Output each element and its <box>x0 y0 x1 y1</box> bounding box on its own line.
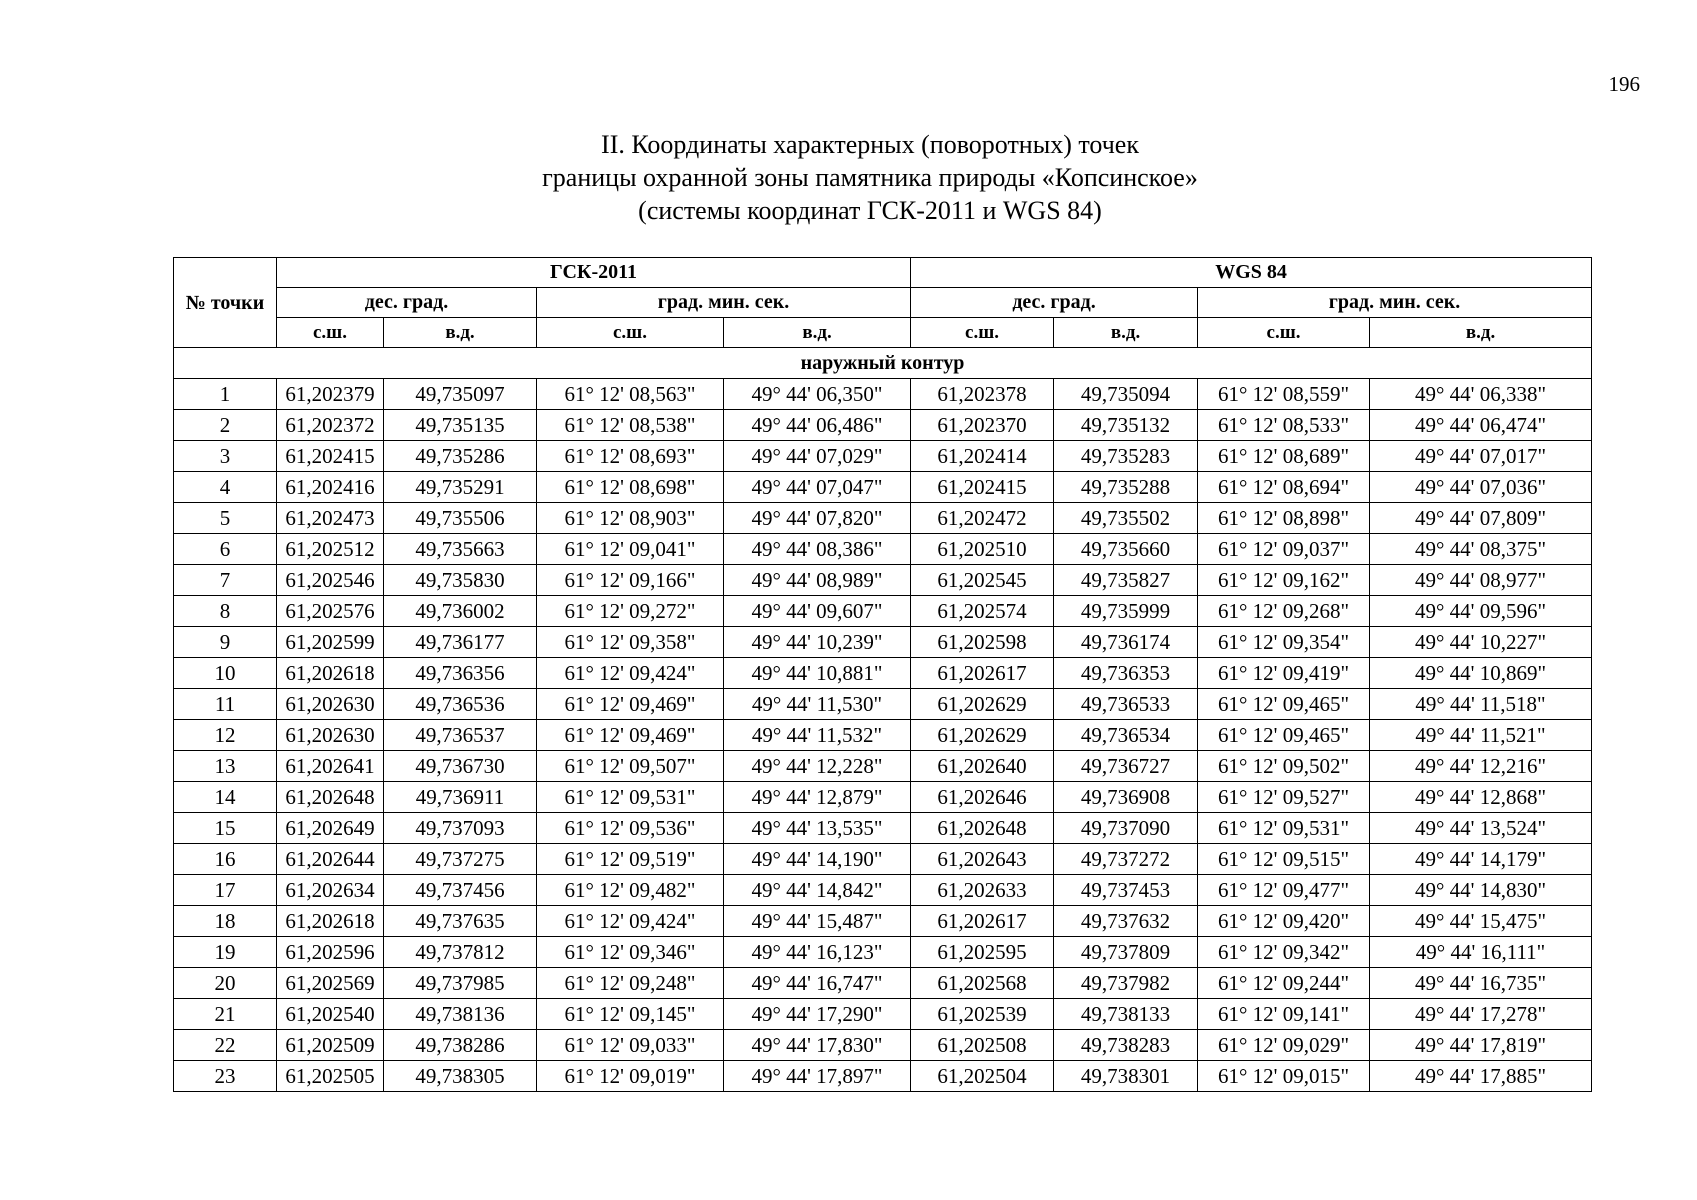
cell-wgs-dec-lon: 49,736533 <box>1054 689 1198 720</box>
table-row <box>174 596 1592 627</box>
cell-wgs-dec-lat: 61,202414 <box>911 441 1054 472</box>
cell-wgs-dec-lon: 49,736353 <box>1054 658 1198 689</box>
cell-gsk-dec-lat: 61,202644 <box>277 844 384 875</box>
table-row <box>174 1061 1592 1092</box>
cell-gsk-dec-lon: 49,736911 <box>384 782 537 813</box>
cell-gsk-dec-lat: 61,202505 <box>277 1061 384 1092</box>
cell-wgs-dec-lon: 49,736727 <box>1054 751 1198 782</box>
cell-gsk-dec-lat: 61,202618 <box>277 658 384 689</box>
table-row <box>174 472 1592 503</box>
table-body <box>174 348 1592 1092</box>
cell-wgs-dms-lat: 61° 12' 09,244" <box>1198 968 1370 999</box>
cell-gsk-dec-lon: 49,737093 <box>384 813 537 844</box>
cell-wgs-dec-lat: 61,202378 <box>911 379 1054 410</box>
cell-wgs-dms-lon: 49° 44' 16,111" <box>1370 937 1592 968</box>
cell-point-number: 13 <box>174 751 277 782</box>
cell-gsk-dms-lat: 61° 12' 09,166" <box>537 565 724 596</box>
cell-point-number: 4 <box>174 472 277 503</box>
table-row <box>174 503 1592 534</box>
table-row <box>174 627 1592 658</box>
cell-wgs-dms-lon: 49° 44' 06,474" <box>1370 410 1592 441</box>
cell-wgs-dec-lon: 49,736174 <box>1054 627 1198 658</box>
cell-gsk-dms-lat: 61° 12' 09,536" <box>537 813 724 844</box>
cell-wgs-dec-lat: 61,202595 <box>911 937 1054 968</box>
cell-gsk-dec-lon: 49,736356 <box>384 658 537 689</box>
cell-point-number: 10 <box>174 658 277 689</box>
cell-wgs-dec-lat: 61,202643 <box>911 844 1054 875</box>
cell-wgs-dms-lon: 49° 44' 17,885" <box>1370 1061 1592 1092</box>
cell-wgs-dec-lat: 61,202574 <box>911 596 1054 627</box>
cell-gsk-dms-lon: 49° 44' 15,487" <box>724 906 911 937</box>
cell-wgs-dms-lat: 61° 12' 09,268" <box>1198 596 1370 627</box>
cell-wgs-dms-lon: 49° 44' 17,278" <box>1370 999 1592 1030</box>
cell-gsk-dms-lon: 49° 44' 13,535" <box>724 813 911 844</box>
cell-wgs-dms-lat: 61° 12' 09,465" <box>1198 720 1370 751</box>
coordinates-table <box>173 257 1592 1092</box>
cell-wgs-dec-lat: 61,202629 <box>911 689 1054 720</box>
cell-gsk-dms-lat: 61° 12' 09,033" <box>537 1030 724 1061</box>
cell-wgs-dms-lat: 61° 12' 09,465" <box>1198 689 1370 720</box>
cell-wgs-dms-lon: 49° 44' 10,869" <box>1370 658 1592 689</box>
cell-gsk-dms-lat: 61° 12' 08,538" <box>537 410 724 441</box>
cell-point-number: 6 <box>174 534 277 565</box>
table-row <box>174 782 1592 813</box>
cell-wgs-dms-lon: 49° 44' 06,338" <box>1370 379 1592 410</box>
cell-wgs-dec-lat: 61,202640 <box>911 751 1054 782</box>
table-row <box>174 937 1592 968</box>
cell-wgs-dec-lat: 61,202510 <box>911 534 1054 565</box>
section-row <box>174 348 1592 379</box>
cell-gsk-dec-lon: 49,735097 <box>384 379 537 410</box>
cell-gsk-dms-lat: 61° 12' 09,469" <box>537 689 724 720</box>
cell-gsk-dec-lat: 61,202641 <box>277 751 384 782</box>
cell-wgs-dec-lat: 61,202648 <box>911 813 1054 844</box>
cell-gsk-dec-lon: 49,738136 <box>384 999 537 1030</box>
cell-wgs-dec-lat: 61,202617 <box>911 906 1054 937</box>
cell-gsk-dec-lat: 61,202634 <box>277 875 384 906</box>
table-row <box>174 534 1592 565</box>
cell-gsk-dms-lon: 49° 44' 07,047" <box>724 472 911 503</box>
cell-gsk-dms-lon: 49° 44' 14,190" <box>724 844 911 875</box>
cell-wgs-dms-lat: 61° 12' 09,162" <box>1198 565 1370 596</box>
header-gsk-decimal-degrees: дес. град. <box>277 288 537 318</box>
cell-wgs-dms-lon: 49° 44' 07,017" <box>1370 441 1592 472</box>
cell-wgs-dec-lat: 61,202504 <box>911 1061 1054 1092</box>
cell-gsk-dec-lat: 61,202416 <box>277 472 384 503</box>
cell-gsk-dms-lon: 49° 44' 07,029" <box>724 441 911 472</box>
cell-wgs-dms-lat: 61° 12' 09,141" <box>1198 999 1370 1030</box>
cell-gsk-dms-lat: 61° 12' 09,424" <box>537 906 724 937</box>
table-row <box>174 968 1592 999</box>
cell-gsk-dms-lon: 49° 44' 10,239" <box>724 627 911 658</box>
cell-wgs-dms-lon: 49° 44' 14,830" <box>1370 875 1592 906</box>
cell-point-number: 22 <box>174 1030 277 1061</box>
cell-gsk-dec-lon: 49,737985 <box>384 968 537 999</box>
cell-gsk-dec-lat: 61,202599 <box>277 627 384 658</box>
cell-point-number: 17 <box>174 875 277 906</box>
cell-gsk-dec-lon: 49,735830 <box>384 565 537 596</box>
cell-point-number: 7 <box>174 565 277 596</box>
cell-wgs-dms-lat: 61° 12' 09,527" <box>1198 782 1370 813</box>
cell-gsk-dms-lat: 61° 12' 08,903" <box>537 503 724 534</box>
cell-gsk-dec-lat: 61,202569 <box>277 968 384 999</box>
table-row <box>174 1030 1592 1061</box>
cell-wgs-dms-lat: 61° 12' 08,694" <box>1198 472 1370 503</box>
cell-gsk-dms-lon: 49° 44' 08,989" <box>724 565 911 596</box>
header-gsk-dms-lat: с.ш. <box>537 318 724 348</box>
cell-gsk-dms-lon: 49° 44' 07,820" <box>724 503 911 534</box>
cell-gsk-dms-lon: 49° 44' 14,842" <box>724 875 911 906</box>
cell-gsk-dms-lat: 61° 12' 09,145" <box>537 999 724 1030</box>
header-gsk-dec-lat: с.ш. <box>277 318 384 348</box>
cell-gsk-dms-lat: 61° 12' 09,519" <box>537 844 724 875</box>
cell-wgs-dms-lon: 49° 44' 07,036" <box>1370 472 1592 503</box>
cell-wgs-dms-lat: 61° 12' 09,037" <box>1198 534 1370 565</box>
header-wgs-dms: град. мин. сек. <box>1198 288 1592 318</box>
cell-point-number: 12 <box>174 720 277 751</box>
header-gsk-dms: град. мин. сек. <box>537 288 911 318</box>
cell-gsk-dec-lon: 49,738305 <box>384 1061 537 1092</box>
cell-gsk-dec-lon: 49,737456 <box>384 875 537 906</box>
title-line-2: границы охранной зоны памятника природы «Копсинское» <box>542 163 1198 192</box>
cell-gsk-dms-lon: 49° 44' 12,228" <box>724 751 911 782</box>
cell-wgs-dec-lon: 49,738301 <box>1054 1061 1198 1092</box>
cell-wgs-dms-lat: 61° 12' 09,515" <box>1198 844 1370 875</box>
cell-gsk-dec-lon: 49,735291 <box>384 472 537 503</box>
cell-wgs-dms-lon: 49° 44' 08,375" <box>1370 534 1592 565</box>
cell-gsk-dms-lat: 61° 12' 08,563" <box>537 379 724 410</box>
header-wgs-dms-lat: с.ш. <box>1198 318 1370 348</box>
cell-wgs-dec-lat: 61,202539 <box>911 999 1054 1030</box>
cell-gsk-dms-lat: 61° 12' 09,358" <box>537 627 724 658</box>
cell-gsk-dms-lat: 61° 12' 08,693" <box>537 441 724 472</box>
header-wgs-dec-lat: с.ш. <box>911 318 1054 348</box>
cell-gsk-dms-lat: 61° 12' 09,346" <box>537 937 724 968</box>
cell-wgs-dec-lon: 49,737272 <box>1054 844 1198 875</box>
cell-point-number: 9 <box>174 627 277 658</box>
cell-wgs-dms-lat: 61° 12' 08,898" <box>1198 503 1370 534</box>
cell-gsk-dec-lon: 49,736002 <box>384 596 537 627</box>
cell-wgs-dms-lat: 61° 12' 09,420" <box>1198 906 1370 937</box>
cell-wgs-dec-lat: 61,202598 <box>911 627 1054 658</box>
cell-gsk-dms-lat: 61° 12' 09,019" <box>537 1061 724 1092</box>
cell-wgs-dec-lon: 49,737632 <box>1054 906 1198 937</box>
cell-gsk-dec-lon: 49,737275 <box>384 844 537 875</box>
cell-wgs-dms-lat: 61° 12' 09,015" <box>1198 1061 1370 1092</box>
cell-gsk-dms-lon: 49° 44' 11,532" <box>724 720 911 751</box>
cell-wgs-dec-lon: 49,737090 <box>1054 813 1198 844</box>
table-row <box>174 720 1592 751</box>
cell-wgs-dec-lon: 49,735094 <box>1054 379 1198 410</box>
cell-wgs-dec-lon: 49,735288 <box>1054 472 1198 503</box>
cell-gsk-dms-lon: 49° 44' 08,386" <box>724 534 911 565</box>
header-system-gsk2011: ГСК-2011 <box>277 258 911 288</box>
cell-wgs-dec-lon: 49,735827 <box>1054 565 1198 596</box>
cell-wgs-dec-lat: 61,202629 <box>911 720 1054 751</box>
cell-gsk-dec-lat: 61,202649 <box>277 813 384 844</box>
table-row <box>174 844 1592 875</box>
table-row <box>174 441 1592 472</box>
cell-gsk-dms-lon: 49° 44' 17,830" <box>724 1030 911 1061</box>
cell-gsk-dec-lat: 61,202630 <box>277 689 384 720</box>
cell-point-number: 19 <box>174 937 277 968</box>
cell-point-number: 8 <box>174 596 277 627</box>
title-line-1: II. Координаты характерных (поворотных) точек <box>601 130 1139 159</box>
cell-gsk-dec-lat: 61,202379 <box>277 379 384 410</box>
cell-gsk-dec-lon: 49,735135 <box>384 410 537 441</box>
cell-wgs-dec-lat: 61,202508 <box>911 1030 1054 1061</box>
cell-gsk-dms-lon: 49° 44' 11,530" <box>724 689 911 720</box>
cell-gsk-dms-lat: 61° 12' 09,531" <box>537 782 724 813</box>
cell-gsk-dec-lat: 61,202512 <box>277 534 384 565</box>
cell-wgs-dms-lat: 61° 12' 09,419" <box>1198 658 1370 689</box>
header-gsk-dms-lon: в.д. <box>724 318 911 348</box>
cell-gsk-dec-lat: 61,202415 <box>277 441 384 472</box>
cell-point-number: 15 <box>174 813 277 844</box>
cell-gsk-dms-lat: 61° 12' 09,041" <box>537 534 724 565</box>
header-system-wgs84: WGS 84 <box>911 258 1592 288</box>
cell-wgs-dms-lat: 61° 12' 09,502" <box>1198 751 1370 782</box>
cell-wgs-dms-lat: 61° 12' 09,531" <box>1198 813 1370 844</box>
cell-gsk-dms-lat: 61° 12' 09,272" <box>537 596 724 627</box>
cell-wgs-dec-lon: 49,735283 <box>1054 441 1198 472</box>
cell-wgs-dec-lat: 61,202545 <box>911 565 1054 596</box>
table-row <box>174 813 1592 844</box>
cell-wgs-dec-lon: 49,737809 <box>1054 937 1198 968</box>
cell-point-number: 21 <box>174 999 277 1030</box>
cell-gsk-dms-lat: 61° 12' 09,248" <box>537 968 724 999</box>
cell-wgs-dms-lat: 61° 12' 09,342" <box>1198 937 1370 968</box>
cell-point-number: 5 <box>174 503 277 534</box>
cell-wgs-dms-lon: 49° 44' 09,596" <box>1370 596 1592 627</box>
header-point-number: № точки <box>174 258 277 348</box>
cell-gsk-dec-lon: 49,736537 <box>384 720 537 751</box>
cell-gsk-dms-lat: 61° 12' 09,507" <box>537 751 724 782</box>
header-gsk-dec-lon: в.д. <box>384 318 537 348</box>
cell-gsk-dms-lat: 61° 12' 09,482" <box>537 875 724 906</box>
cell-wgs-dms-lon: 49° 44' 11,521" <box>1370 720 1592 751</box>
cell-wgs-dec-lat: 61,202370 <box>911 410 1054 441</box>
cell-gsk-dms-lat: 61° 12' 09,424" <box>537 658 724 689</box>
cell-wgs-dec-lon: 49,737982 <box>1054 968 1198 999</box>
cell-wgs-dms-lat: 61° 12' 08,559" <box>1198 379 1370 410</box>
cell-wgs-dms-lat: 61° 12' 09,477" <box>1198 875 1370 906</box>
cell-point-number: 23 <box>174 1061 277 1092</box>
cell-point-number: 18 <box>174 906 277 937</box>
cell-wgs-dms-lon: 49° 44' 07,809" <box>1370 503 1592 534</box>
cell-gsk-dms-lon: 49° 44' 06,350" <box>724 379 911 410</box>
cell-wgs-dms-lon: 49° 44' 10,227" <box>1370 627 1592 658</box>
cell-wgs-dec-lat: 61,202472 <box>911 503 1054 534</box>
cell-gsk-dms-lon: 49° 44' 17,290" <box>724 999 911 1030</box>
cell-wgs-dec-lat: 61,202633 <box>911 875 1054 906</box>
cell-point-number: 1 <box>174 379 277 410</box>
cell-point-number: 11 <box>174 689 277 720</box>
cell-wgs-dec-lon: 49,737453 <box>1054 875 1198 906</box>
cell-gsk-dec-lon: 49,736730 <box>384 751 537 782</box>
cell-wgs-dms-lon: 49° 44' 11,518" <box>1370 689 1592 720</box>
table-row <box>174 999 1592 1030</box>
section-label-outer-contour: наружный контур <box>174 348 1592 379</box>
cell-wgs-dms-lon: 49° 44' 15,475" <box>1370 906 1592 937</box>
header-wgs-dec-lon: в.д. <box>1054 318 1198 348</box>
title-line-3: (системы координат ГСК-2011 и WGS 84) <box>638 196 1102 225</box>
table-row <box>174 658 1592 689</box>
cell-gsk-dec-lon: 49,735506 <box>384 503 537 534</box>
cell-gsk-dec-lon: 49,736177 <box>384 627 537 658</box>
header-wgs-dms-lon: в.д. <box>1370 318 1592 348</box>
cell-wgs-dec-lat: 61,202617 <box>911 658 1054 689</box>
cell-wgs-dec-lat: 61,202415 <box>911 472 1054 503</box>
cell-point-number: 20 <box>174 968 277 999</box>
cell-gsk-dec-lat: 61,202540 <box>277 999 384 1030</box>
cell-gsk-dec-lat: 61,202576 <box>277 596 384 627</box>
cell-wgs-dec-lon: 49,736908 <box>1054 782 1198 813</box>
cell-gsk-dec-lat: 61,202372 <box>277 410 384 441</box>
cell-wgs-dms-lat: 61° 12' 09,354" <box>1198 627 1370 658</box>
cell-wgs-dec-lon: 49,735660 <box>1054 534 1198 565</box>
cell-gsk-dms-lon: 49° 44' 10,881" <box>724 658 911 689</box>
cell-wgs-dms-lon: 49° 44' 12,868" <box>1370 782 1592 813</box>
cell-gsk-dms-lon: 49° 44' 09,607" <box>724 596 911 627</box>
table-row <box>174 565 1592 596</box>
cell-wgs-dec-lat: 61,202568 <box>911 968 1054 999</box>
table-row <box>174 875 1592 906</box>
cell-gsk-dec-lat: 61,202546 <box>277 565 384 596</box>
cell-wgs-dec-lon: 49,735132 <box>1054 410 1198 441</box>
table-row <box>174 410 1592 441</box>
cell-wgs-dms-lon: 49° 44' 17,819" <box>1370 1030 1592 1061</box>
cell-gsk-dms-lat: 61° 12' 09,469" <box>537 720 724 751</box>
cell-wgs-dec-lon: 49,735502 <box>1054 503 1198 534</box>
cell-wgs-dms-lat: 61° 12' 08,533" <box>1198 410 1370 441</box>
cell-gsk-dec-lon: 49,735286 <box>384 441 537 472</box>
cell-wgs-dec-lon: 49,736534 <box>1054 720 1198 751</box>
cell-gsk-dec-lat: 61,202509 <box>277 1030 384 1061</box>
cell-gsk-dec-lon: 49,737635 <box>384 906 537 937</box>
cell-gsk-dec-lon: 49,737812 <box>384 937 537 968</box>
table-row <box>174 751 1592 782</box>
header-wgs-decimal-degrees: дес. град. <box>911 288 1198 318</box>
cell-wgs-dms-lon: 49° 44' 13,524" <box>1370 813 1592 844</box>
document-title <box>520 128 1220 227</box>
table-row <box>174 906 1592 937</box>
table-row <box>174 379 1592 410</box>
cell-gsk-dms-lon: 49° 44' 12,879" <box>724 782 911 813</box>
cell-gsk-dec-lat: 61,202618 <box>277 906 384 937</box>
cell-gsk-dec-lat: 61,202648 <box>277 782 384 813</box>
cell-wgs-dms-lon: 49° 44' 14,179" <box>1370 844 1592 875</box>
cell-gsk-dec-lat: 61,202630 <box>277 720 384 751</box>
cell-wgs-dms-lat: 61° 12' 08,689" <box>1198 441 1370 472</box>
cell-wgs-dms-lon: 49° 44' 12,216" <box>1370 751 1592 782</box>
cell-wgs-dms-lat: 61° 12' 09,029" <box>1198 1030 1370 1061</box>
cell-gsk-dms-lon: 49° 44' 17,897" <box>724 1061 911 1092</box>
page-number: 196 <box>1608 72 1640 96</box>
cell-gsk-dms-lat: 61° 12' 08,698" <box>537 472 724 503</box>
cell-gsk-dms-lon: 49° 44' 06,486" <box>724 410 911 441</box>
cell-point-number: 14 <box>174 782 277 813</box>
cell-gsk-dec-lon: 49,736536 <box>384 689 537 720</box>
cell-gsk-dec-lat: 61,202473 <box>277 503 384 534</box>
cell-gsk-dec-lat: 61,202596 <box>277 937 384 968</box>
cell-wgs-dms-lon: 49° 44' 08,977" <box>1370 565 1592 596</box>
table-row <box>174 689 1592 720</box>
cell-wgs-dec-lon: 49,738283 <box>1054 1030 1198 1061</box>
cell-point-number: 3 <box>174 441 277 472</box>
cell-gsk-dms-lon: 49° 44' 16,747" <box>724 968 911 999</box>
cell-point-number: 2 <box>174 410 277 441</box>
cell-wgs-dms-lon: 49° 44' 16,735" <box>1370 968 1592 999</box>
cell-wgs-dec-lon: 49,738133 <box>1054 999 1198 1030</box>
cell-wgs-dec-lat: 61,202646 <box>911 782 1054 813</box>
cell-gsk-dec-lon: 49,738286 <box>384 1030 537 1061</box>
cell-wgs-dec-lon: 49,735999 <box>1054 596 1198 627</box>
cell-point-number: 16 <box>174 844 277 875</box>
cell-gsk-dms-lon: 49° 44' 16,123" <box>724 937 911 968</box>
cell-gsk-dec-lon: 49,735663 <box>384 534 537 565</box>
